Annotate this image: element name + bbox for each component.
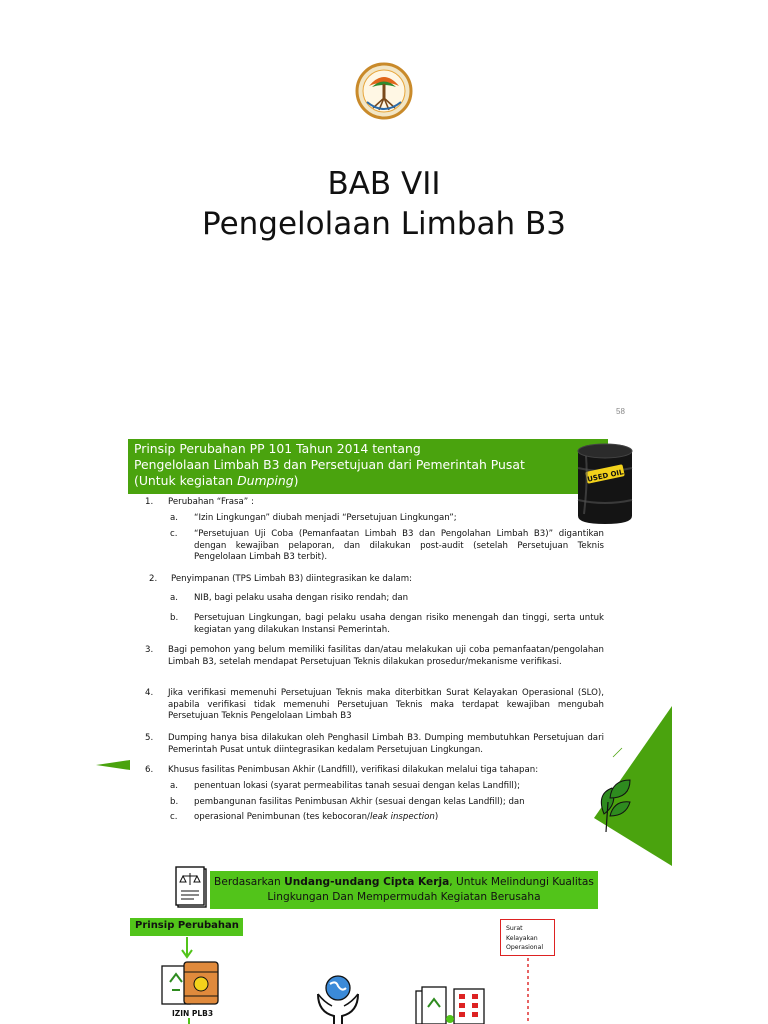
law-banner-text [212,875,596,905]
item-text: Dumping hanya bisa dilakukan oleh Penghasil Limbah B3. Dumping membutuhkan Persetujuan dari Pemerintah Pusat untuk diintegrasikan kedalam Persetujuan Lingkungan. [168,733,604,755]
item-text: “Persetujuan Uji Coba (Pemanfaatan Limbah B3 dan Pengolahan Limbah B3)” digantikan dengan kewajiban pelaporan, dan dilakukan post-audit (setelah Persetujuan Teknis Pengelolaan Limbah B3 terbit). [194,529,604,562]
slo-line-3: Operasional [506,944,544,951]
law-document-icon [174,865,210,911]
law-banner-prefix: Berdasarkan [214,876,285,888]
slo-line-2: Kelayakan [506,934,538,942]
item-number: c. [170,529,178,539]
item-text: Penyimpanan (TPS Limbah B3) diintegrasikan ke dalam: [171,574,412,584]
law-banner-suffix: , Untuk Melindungi Kualitas Lingkungan Dan Mempermudah Kegiatan Berusaha [267,876,594,903]
banner-line-3-prefix: (Untuk kegiatan [134,473,238,488]
item-number: a. [170,513,178,523]
item-number: b. [170,613,179,623]
chapter-subtitle: Pengelolaan Limbah B3 [202,206,566,242]
item-text [194,812,604,824]
item-text-prefix: operasional Penimbunan (tes kebocoran/ [194,812,370,822]
item-number: 1. [145,497,154,507]
item-number: 4. [145,688,154,698]
connector-line [188,1018,190,1024]
item-number: c. [170,812,178,822]
banner-line-2: Pengelolaan Limbah B3 dan Persetujuan dari Pemerintah Pusat [134,457,525,472]
item-text: Bagi pemohon yang belum memiliki fasilitas dan/atau melakukan uji coba pemanfaatan/pengolahan Limbah B3, setelah mendapat Persetujuan Teknis dilakukan prosedur/mekanisme verifikasi. [168,645,604,667]
item-number: 2. [149,574,158,584]
item-text: penentuan lokasi (syarat permeabilitas tanah sesuai dengan kelas Landfill); [194,781,521,791]
slo-text [506,924,552,953]
principle-banner-text [134,441,604,489]
dashed-connector-arrow [527,958,529,1024]
principle-label: Prinsip Perubahan [135,920,239,931]
down-arrow-icon [180,937,194,961]
chapter-title: BAB VII [327,166,441,202]
law-banner-bold: Undang-undang Cipta Kerja [284,876,450,888]
documents-building-icon [414,985,490,1024]
item-number: 3. [145,645,154,655]
item-text: Khusus fasilitas Penimbusan Akhir (Landfill), verifikasi dilakukan melalui tiga tahapan: [168,765,539,775]
item-text: Persetujuan Lingkungan, bagi pelaku usaha dengan risiko menengah dan tinggi, serta untuk kegiatan yang dilakukan Instansi Pemerintah. [194,613,604,635]
ministry-emblem-icon [355,62,413,120]
item-number: a. [170,593,178,603]
banner-line-3 [134,473,604,489]
item-text-italic: leak inspection [369,812,435,822]
slo-line-1: Surat [506,925,523,932]
banner-line-3-italic: Dumping [237,473,294,488]
banner-line-3-suffix: ) [293,473,299,488]
small-leaf-icon [612,746,624,758]
leaf-decoration [586,706,672,866]
item-text: Jika verifikasi memenuhi Persetujuan Teknis maka diterbitkan Surat Kelayakan Operasional (SLO), apabila verifikasi tidak memenuhi Persetujuan Teknis maka terdapat kewajiban mengubah Persetujuan Teknis Pengelolaan Limbah B3 [168,688,604,721]
item-text: pembangunan fasilitas Penimbusan Akhir (sesuai dengan kelas Landfill); dan [194,797,525,807]
item-text-suffix: ) [434,812,439,822]
barrel-label: USED OIL [586,468,625,484]
item-number: 6. [145,765,154,775]
item-text: “Izin Lingkungan” diubah menjadi “Persetujuan Lingkungan”; [194,513,457,523]
item-number: b. [170,797,179,807]
item-text: NIB, bagi pelaku usaha dengan risiko rendah; dan [194,593,409,603]
banner-line-1: Prinsip Perubahan PP 101 Tahun 2014 tentang [134,441,421,456]
item-text: Perubahan “Frasa” : [168,497,254,507]
left-green-arrow-shape [96,760,130,770]
page-number: 58 [616,407,625,416]
plb3-permit-label: IZIN PLB3 [172,1009,214,1018]
item-number: a. [170,781,178,791]
item-number: 5. [145,733,154,743]
globe-hands-icon [314,972,362,1024]
waste-container-icon [160,960,222,1006]
